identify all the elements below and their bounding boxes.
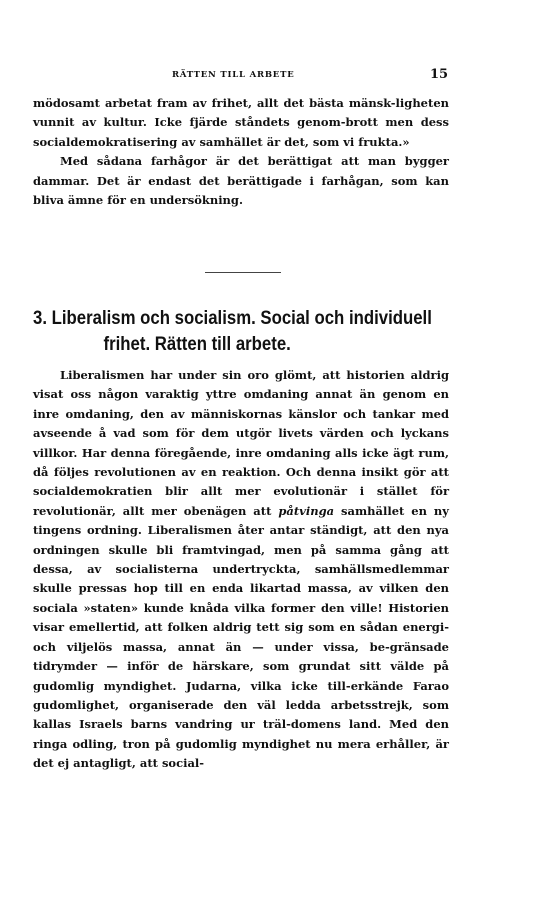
section-heading-line-2: frihet. Rätten till arbete. <box>103 333 291 355</box>
paragraph-liberalismen <box>33 366 449 774</box>
section-heading <box>33 305 449 357</box>
section-divider <box>205 272 281 273</box>
paragraph-text-part-1: Liberalismen har under sin oro glömt, att historien aldrig visat oss någon varaktig yttre omdaning annat än genom en inre omdaning, den av människornas känslor och tankar med avseende å vad som för dem utgör livets värden och lyckans villkor. Har denna föregående, inre omdaning alls icke ägt rum, då följes revolutionen av en reaktion. Och denna insikt gör att socialdemokratien blir allt mer evolutionär i stället för revolutionär, allt mer obenägen att <box>33 368 449 518</box>
page-number: 15 <box>430 67 449 82</box>
body-text-block <box>33 366 449 774</box>
top-text-block <box>33 94 449 210</box>
paragraph-dammar: Med sådana farhågor är det berättigat att man bygger dammar. Det är endast det berättigade i farhågan, som kan bliva ämne för en undersökning. <box>33 154 449 208</box>
paragraph-continued: mödosamt arbetat fram av frihet, allt det bästa mänsk-ligheten vunnit av kultur. Icke fjärde ståndets genom-brott men dess socialdemokratisering av samhället är det, som vi frukta.» <box>33 96 449 149</box>
section-heading-line-1: 3. Liberalism och socialism. Social och individuell <box>33 307 432 329</box>
page-header <box>0 67 552 84</box>
paragraph-text-part-2: samhället en ny tingens ordning. Liberalismen åter antar ständigt, att den nya ordningen skulle bli framtvingad, men på samma gång att dessa, av socialisterna undertryckta, samhällsmedlemmar skulle pressas hop till en enda likartad massa, av vilken den sociala »staten» kunde knåda vilka former den ville! Historien visar emellertid, att folken aldrig tett sig som en sådan energi- och viljelös massa, annat än — under vissa, be-gränsade tidrymder — inför de härskare, som grundat sitt välde på gudomlig myndighet. Judarna, vilka icke till-erkände Farao gudomlighet, organiserade den väl ledda arbetsstrejk, som kallas Israels barns vandring ur träl-domens land. Med den ringa odling, tron på gudomlig myndighet nu mera erhåller, är det ej antagligt, att social- <box>33 503 449 771</box>
emphasized-word: påtvinga <box>278 503 335 518</box>
running-title: RÄTTEN TILL ARBETE <box>172 70 295 80</box>
